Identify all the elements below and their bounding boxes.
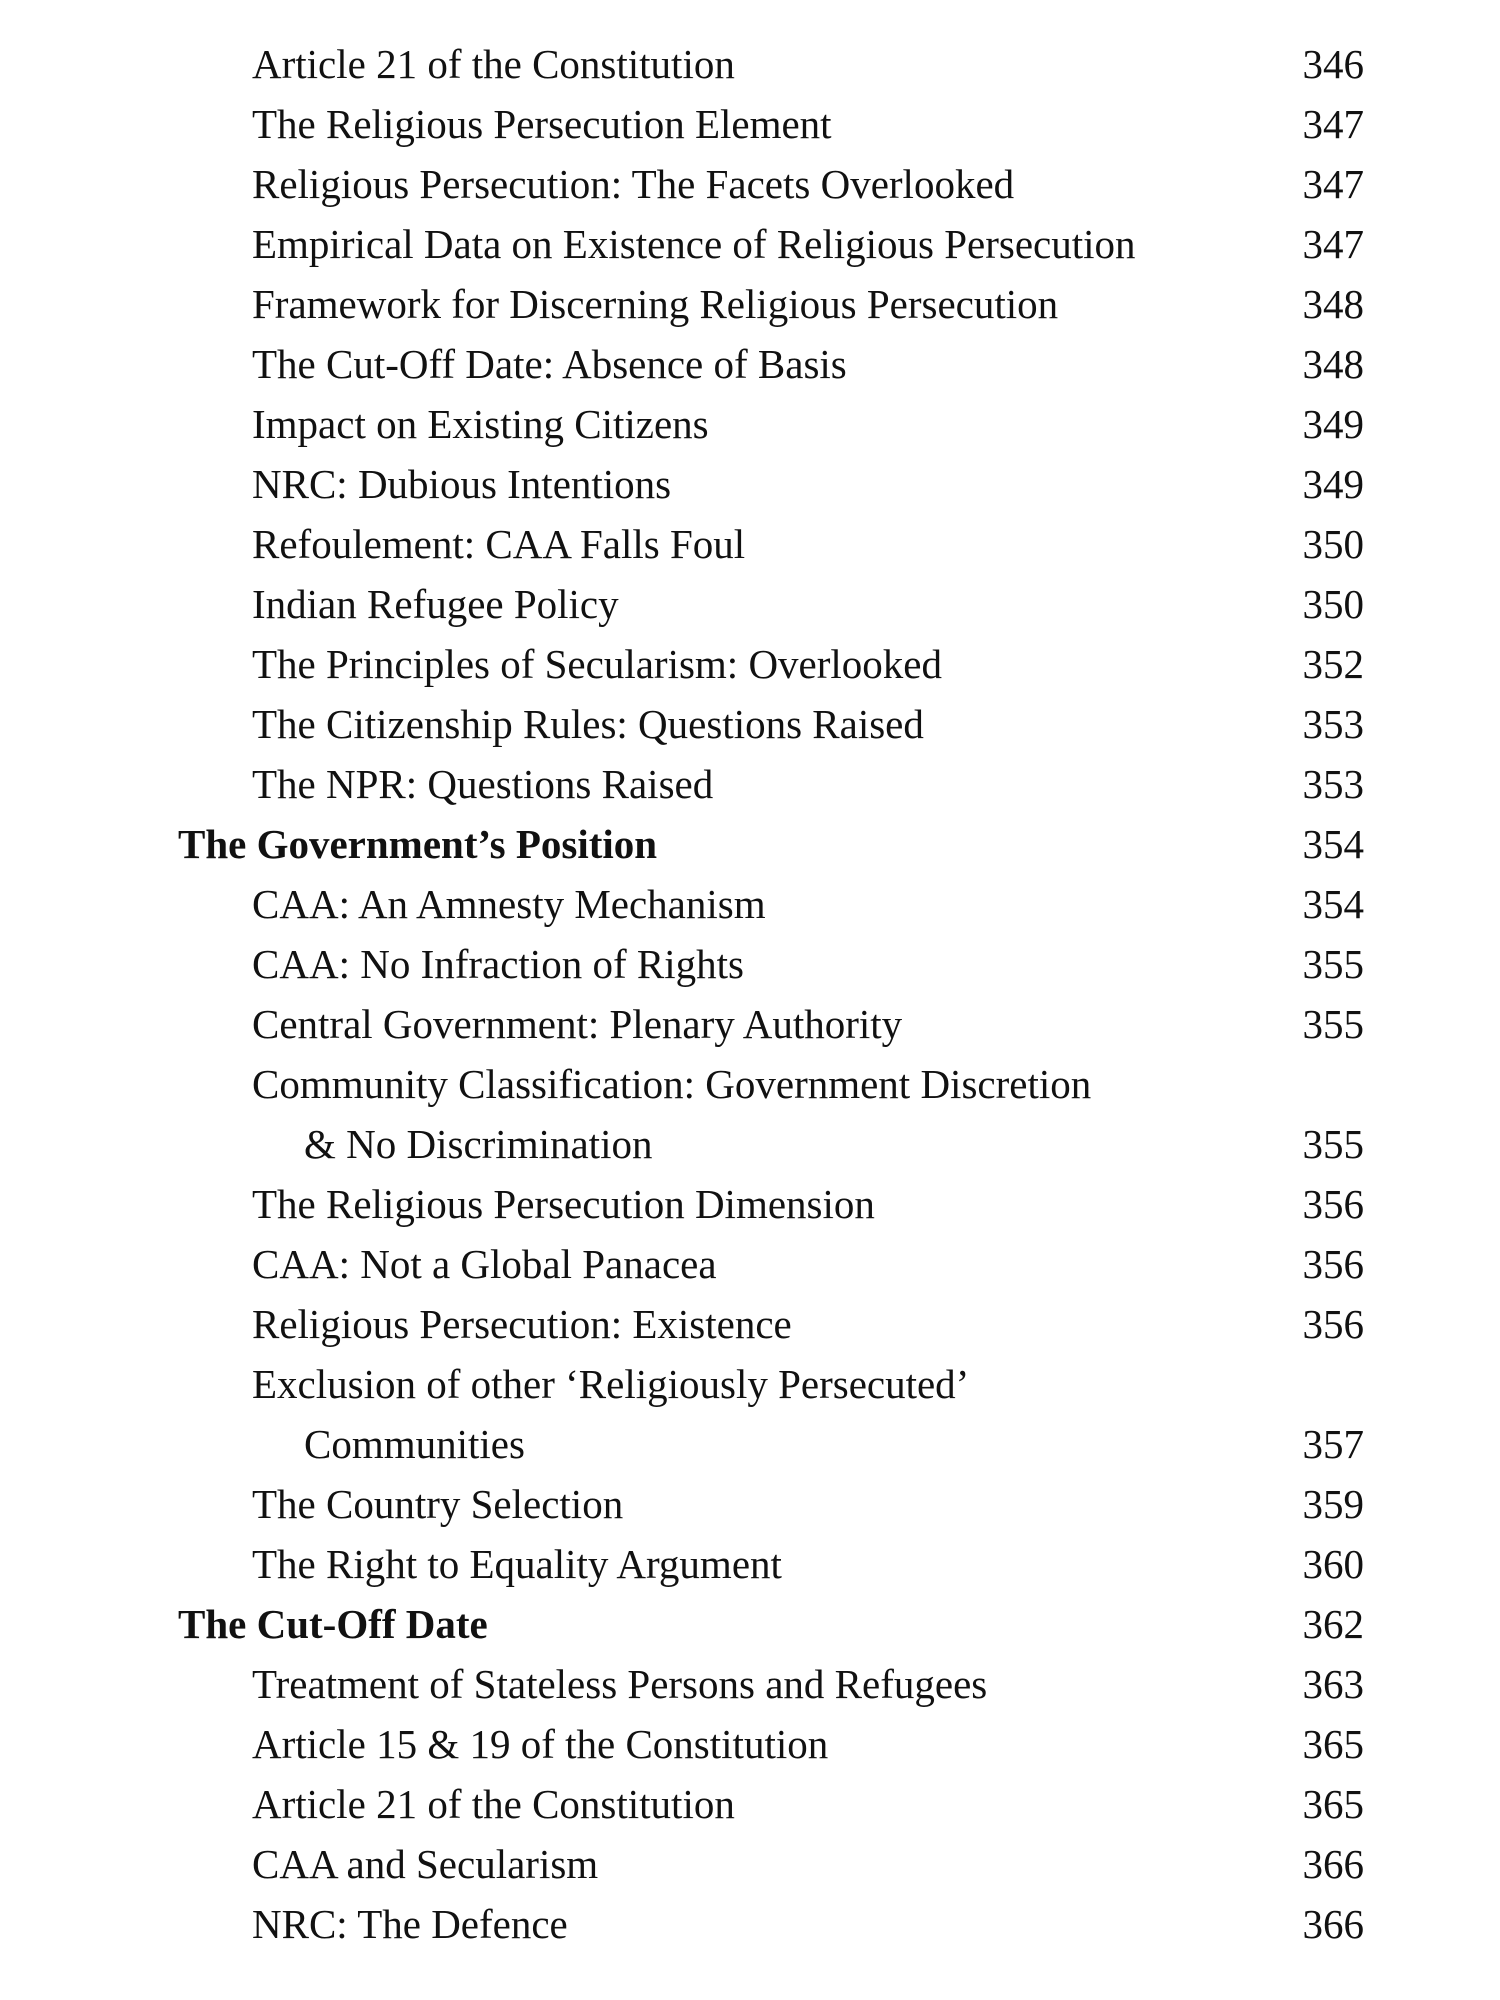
toc-entry — [0, 1714, 1500, 1774]
toc-entry — [0, 454, 1500, 514]
toc-entry — [0, 1774, 1500, 1834]
toc-heading-page: 362 — [1302, 1601, 1364, 1647]
toc-entry — [0, 514, 1500, 574]
toc-entry-page: 354 — [1302, 881, 1364, 927]
toc-entry-page: 346 — [1302, 41, 1364, 87]
toc-entry-title: Article 21 of the Constitution — [252, 1781, 735, 1827]
toc-entry-page: 363 — [1302, 1661, 1364, 1707]
toc-entry-page: 355 — [1302, 1001, 1364, 1047]
toc-entry-title: The Right to Equality Argument — [252, 1541, 782, 1587]
toc-entry-page: 350 — [1302, 581, 1364, 627]
toc-entry-title-line: Community Classification: Government Discretion — [252, 1061, 1092, 1107]
toc-entry-page: 365 — [1302, 1781, 1364, 1827]
toc-entry-title: Treatment of Stateless Persons and Refugees — [252, 1661, 988, 1707]
table-of-contents — [0, 34, 1500, 1954]
toc-entry-title-line: Exclusion of other ‘Religiously Persecuted’ — [252, 1361, 970, 1407]
toc-entry-title — [252, 1354, 969, 1474]
toc-entry-title: CAA: An Amnesty Mechanism — [252, 881, 766, 927]
toc-entry-page: 360 — [1302, 1541, 1364, 1587]
toc-entry-page: 366 — [1302, 1841, 1364, 1887]
toc-entry-title: CAA: Not a Global Panacea — [252, 1241, 717, 1287]
toc-entry-title: Refoulement: CAA Falls Foul — [252, 521, 746, 567]
toc-section-heading — [0, 814, 1500, 874]
toc-heading-page: 354 — [1302, 821, 1364, 867]
toc-entry-page: 347 — [1302, 221, 1364, 267]
toc-entry — [0, 874, 1500, 934]
toc-entry — [0, 334, 1500, 394]
toc-entry-page: 359 — [1302, 1481, 1364, 1527]
toc-entry-page: 353 — [1302, 701, 1364, 747]
toc-entry-title: CAA: No Infraction of Rights — [252, 941, 744, 987]
toc-entry — [0, 1294, 1500, 1354]
toc-entry-title: CAA and Secularism — [252, 1841, 599, 1887]
toc-section-heading — [0, 1594, 1500, 1654]
toc-entry — [0, 94, 1500, 154]
toc-entry-title: Central Government: Plenary Authority — [252, 1001, 903, 1047]
toc-entry — [0, 1054, 1500, 1174]
toc-entry-page: 348 — [1302, 341, 1364, 387]
toc-entry — [0, 574, 1500, 634]
toc-entry-page: 353 — [1302, 761, 1364, 807]
toc-entry — [0, 34, 1500, 94]
toc-entry — [0, 1234, 1500, 1294]
toc-entry-title: Empirical Data on Existence of Religious Persecution — [252, 221, 1136, 267]
toc-entry — [0, 1834, 1500, 1894]
toc-entry — [0, 394, 1500, 454]
toc-entry-title: The NPR: Questions Raised — [252, 761, 714, 807]
toc-entry-title: The Cut-Off Date: Absence of Basis — [252, 341, 847, 387]
toc-entry-page: 349 — [1302, 401, 1364, 447]
toc-entry-title: The Religious Persecution Element — [252, 101, 832, 147]
toc-heading-title: The Government’s Position — [178, 821, 658, 867]
toc-entry-page: 352 — [1302, 641, 1364, 687]
toc-entry-title — [252, 1054, 1091, 1174]
toc-entry — [0, 1474, 1500, 1534]
toc-entry-page: 355 — [1302, 1121, 1364, 1167]
toc-entry — [0, 1654, 1500, 1714]
toc-entry — [0, 694, 1500, 754]
toc-entry — [0, 1354, 1500, 1474]
toc-entry-title: Framework for Discerning Religious Persecution — [252, 281, 1059, 327]
toc-entry-title: Article 15 & 19 of the Constitution — [252, 1721, 829, 1767]
toc-entry-page: 356 — [1302, 1241, 1364, 1287]
toc-entry-title: Indian Refugee Policy — [252, 581, 619, 627]
toc-entry — [0, 994, 1500, 1054]
toc-entry-page: 347 — [1302, 161, 1364, 207]
toc-entry-page: 357 — [1302, 1421, 1364, 1467]
toc-entry-page: 355 — [1302, 941, 1364, 987]
toc-entry-title: The Citizenship Rules: Questions Raised — [252, 701, 924, 747]
toc-entry-title: The Principles of Secularism: Overlooked — [252, 641, 942, 687]
toc-entry-page: 356 — [1302, 1181, 1364, 1227]
toc-entry — [0, 754, 1500, 814]
toc-entry-title: Religious Persecution: Existence — [252, 1301, 792, 1347]
toc-entry — [0, 1894, 1500, 1954]
toc-entry-title: The Religious Persecution Dimension — [252, 1181, 875, 1227]
toc-entry — [0, 214, 1500, 274]
toc-entry — [0, 934, 1500, 994]
toc-entry-page: 365 — [1302, 1721, 1364, 1767]
toc-entry-title: NRC: The Defence — [252, 1901, 568, 1947]
toc-entry-page: 350 — [1302, 521, 1364, 567]
toc-entry-page: 349 — [1302, 461, 1364, 507]
toc-entry-page: 347 — [1302, 101, 1364, 147]
toc-entry — [0, 1534, 1500, 1594]
toc-entry-title-continuation: Communities — [304, 1421, 525, 1467]
toc-entry-title: Impact on Existing Citizens — [252, 401, 709, 447]
toc-entry-title: Religious Persecution: The Facets Overlooked — [252, 161, 1015, 207]
toc-entry — [0, 1174, 1500, 1234]
toc-entry — [0, 154, 1500, 214]
toc-entry — [0, 634, 1500, 694]
toc-heading-title: The Cut-Off Date — [178, 1601, 488, 1647]
toc-entry-page: 366 — [1302, 1901, 1364, 1947]
toc-entry-title: Article 21 of the Constitution — [252, 41, 735, 87]
toc-entry-page: 348 — [1302, 281, 1364, 327]
toc-entry-title: NRC: Dubious Intentions — [252, 461, 672, 507]
toc-entry-page: 356 — [1302, 1301, 1364, 1347]
toc-entry-title-continuation: & No Discrimination — [304, 1121, 653, 1167]
toc-entry-title: The Country Selection — [252, 1481, 624, 1527]
toc-entry — [0, 274, 1500, 334]
